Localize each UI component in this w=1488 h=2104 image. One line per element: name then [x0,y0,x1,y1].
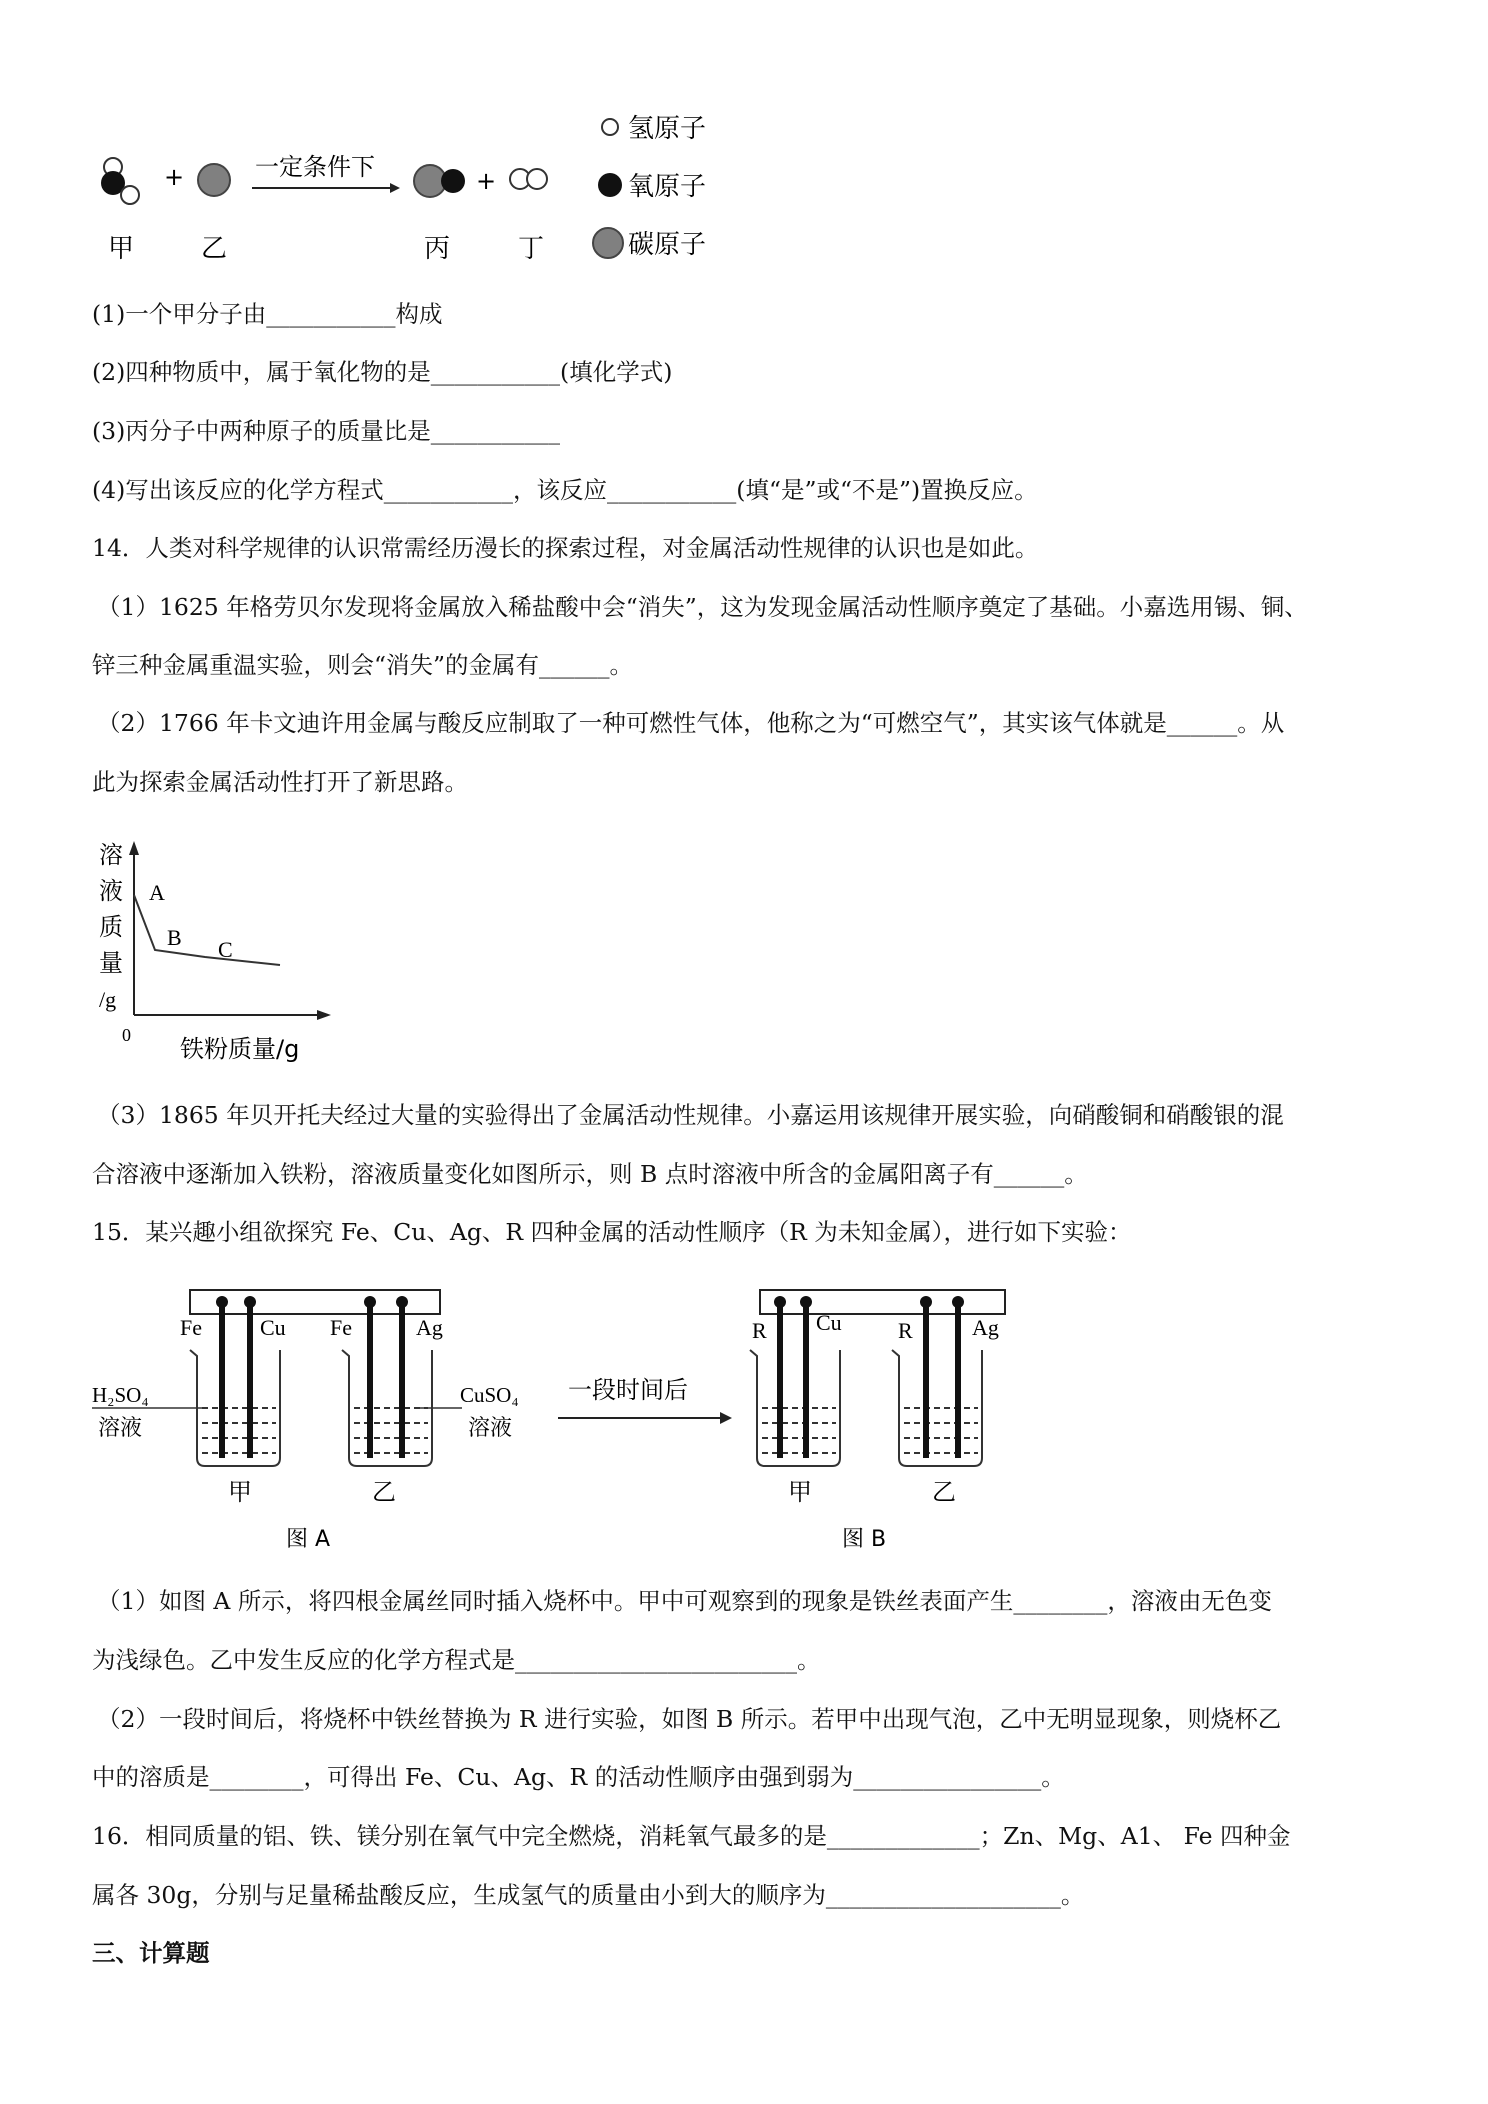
q14-part3-line2: 合溶液中逐渐加入铁粉，溶液质量变化如图所示，则 B 点时溶液中所含的金属阳离子有______。 [92,1160,1088,1188]
graph-origin: 0 [122,1025,131,1045]
q13-part3: (3)丙分子中两种原子的质量比是___________ [92,417,561,445]
legend-carbon-icon [593,228,623,258]
hydrogen-atom [121,186,139,204]
mass-curve [134,895,280,965]
q15-part1-line1: （1）如图 A 所示，将四根金属丝同时插入烧杯中。甲中可观察到的现象是铁丝表面产生________，溶液由无色变 [97,1587,1272,1615]
label-yi: 乙 [201,234,228,264]
q13-part4: (4)写出该反应的化学方程式___________，该反应___________(填“是”或“不是”)置换反应。 [92,476,1038,504]
q13-part2: (2)四种物质中，属于氧化物的是___________(填化学式) [92,358,673,386]
graph-ylabel-char: 液 [99,877,123,905]
wire-top-icon [244,1296,256,1308]
q15-stem: 15．某兴趣小组欲探究 Fe、Cu、Ag、R 四种金属的活动性顺序（R 为未知金属），进行如下实验： [92,1218,1132,1246]
label-bing: 丙 [424,234,451,264]
legend-carbon: 碳原子 [628,230,707,260]
caption-fig-b: 图 B [842,1527,887,1552]
label-fe-jia: Fe [180,1315,202,1340]
arrow-head-icon [390,183,400,193]
beaker-jia-b [750,1350,840,1466]
section-heading: 三、计算题 [92,1939,210,1967]
graph-ylabel-char: 溶 [99,841,123,869]
label-jia-a: 甲 [228,1478,252,1506]
point-label-c: C [218,937,233,962]
wire-top-icon [800,1296,812,1308]
wire-top-icon [396,1296,408,1308]
label-r-yi: R [898,1318,913,1343]
wire-top-icon [364,1296,376,1308]
graph-xlabel: 铁粉质量/g [180,1035,300,1063]
oxygen-atom [441,169,465,193]
label-cu-jia: Cu [260,1315,286,1340]
q14-stem: 14．人类对科学规律的认识常需经历漫长的探索过程，对金属活动性规律的认识也是如此。 [92,534,1039,562]
reaction-diagram [0,95,1488,375]
graph-yunit: /g [99,987,117,1012]
q15-part2-line2: 中的溶质是________，可得出 Fe、Cu、Ag、R 的活动性顺序由强到弱为________________。 [92,1763,1065,1791]
legend-oxygen-icon [598,173,622,197]
time-label: 一段时间后 [568,1376,688,1404]
plus-sign: + [164,163,185,191]
label-fe-yi: Fe [330,1315,352,1340]
q13-part1: (1)一个甲分子由___________构成 [92,300,443,328]
wire-top-icon [774,1296,786,1308]
sol-cuso4-unit: 溶液 [468,1416,513,1441]
label-r-jia: R [752,1318,767,1343]
q15-part1-line2: 为浅绿色。乙中发生反应的化学方程式是________________________。 [92,1646,821,1674]
wire-top-icon [216,1296,228,1308]
wire-holder-b [760,1290,1005,1314]
point-label-a: A [149,880,165,905]
wire-top-icon [952,1296,964,1308]
legend-oxygen: 氧原子 [628,172,707,202]
label-jia: 甲 [108,234,135,264]
label-cu-jia-b: Cu [816,1310,842,1335]
q14-part2-line1: （2）1766 年卡文迪许用金属与酸反应制取了一种可燃性气体，他称之为“可燃空气”，其实该气体就是______。从 [97,709,1285,737]
q14-part3-line1: （3）1865 年贝开托夫经过大量的实验得出了金属活动性规律。小嘉运用该规律开展实验，向硝酸铜和硝酸银的混 [97,1101,1284,1129]
label-yi-b: 乙 [932,1478,956,1506]
arrow-head-icon [720,1412,732,1424]
q16-line2: 属各 30g，分别与足量稀盐酸反应，生成氢气的质量由小到大的顺序为____________________。 [92,1881,1085,1909]
x-axis-arrow-icon [317,1010,331,1020]
reaction-condition: 一定条件下 [255,153,375,181]
y-axis-arrow-icon [129,841,139,855]
label-jia-b: 甲 [788,1478,812,1506]
plus-sign: + [476,167,497,195]
caption-fig-a: 图 A [286,1527,331,1552]
sol-cuso4: CuSO₄ [460,1383,519,1407]
label-ding: 丁 [518,234,545,264]
label-ag-yi-b: Ag [972,1315,999,1340]
wire-top-icon [920,1296,932,1308]
q14-part1-line1: （1）1625 年格劳贝尔发现将金属放入稀盐酸中会“消失”，这为发现金属活动性顺序奠定了基础。小嘉选用锡、铜、 [97,593,1308,621]
sol-h2so4-unit: 溶液 [98,1416,143,1441]
carbon-atom [198,164,230,196]
experiment-figure [80,1280,1180,1560]
beaker-yi-b [892,1350,982,1466]
graph-ylabel-char: 量 [99,949,123,977]
label-yi-a: 乙 [372,1478,396,1506]
mass-graph [85,835,385,1075]
q15-part2-line1: （2）一段时间后，将烧杯中铁丝替换为 R 进行实验，如图 B 所示。若甲中出现气泡，乙中无明显现象，则烧杯乙 [97,1705,1282,1733]
q16-line1: 16．相同质量的铝、铁、镁分别在氧气中完全燃烧，消耗氧气最多的是_____________；Zn、Mg、A1、 Fe 四种金 [92,1822,1291,1850]
point-label-b: B [167,925,182,950]
q14-part1-line2: 锌三种金属重温实验，则会“消失”的金属有______。 [92,651,634,679]
legend-hydrogen: 氢原子 [628,114,707,144]
legend-hydrogen-icon [602,119,618,135]
label-ag-yi: Ag [416,1315,443,1340]
q14-part2-line2: 此为探索金属活动性打开了新思路。 [92,768,468,796]
graph-ylabel-char: 质 [99,913,123,941]
beaker-yi-a [342,1350,432,1466]
sol-h2so4: H₂SO₄ [92,1383,149,1407]
hydrogen-atom [527,169,547,189]
